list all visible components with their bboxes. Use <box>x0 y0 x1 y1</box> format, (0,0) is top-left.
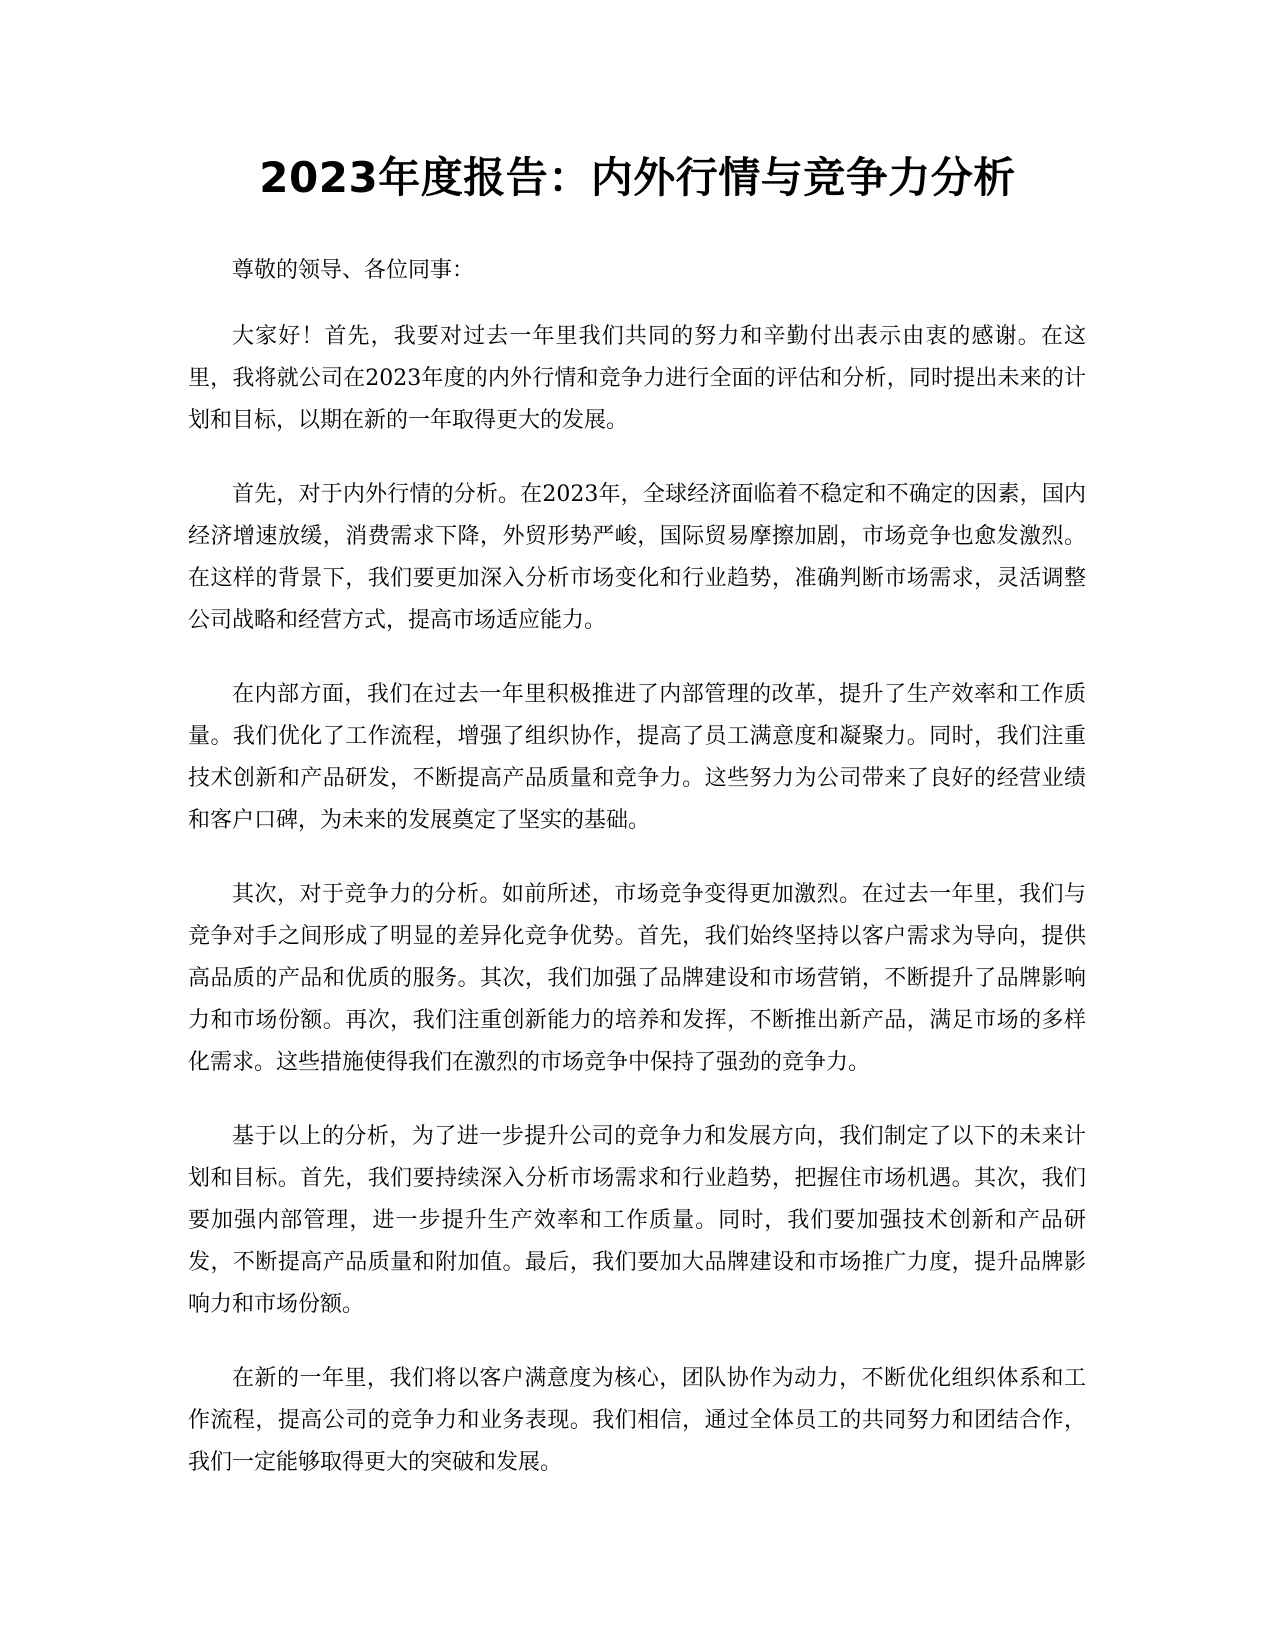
paragraph-competitiveness: 其次，对于竞争力的分析。如前所述，市场竞争变得更加激烈。在过去一年里，我们与竞争对手之间形成了明显的差异化竞争优势。首先，我们始终坚持以客户需求为导向，提供高品质的产品和优质的服务。其次，我们加强了品牌建设和市场营销，不断提升了品牌影响力和市场份额。再次，我们注重创新能力的培养和发挥，不断推出新产品，满足市场的多样化需求。这些措施使得我们在激烈的市场竞争中保持了强劲的竞争力。 <box>188 882 1086 1075</box>
paragraph-internal-management: 在内部方面，我们在过去一年里积极推进了内部管理的改革，提升了生产效率和工作质量。我们优化了工作流程，增强了组织协作，提高了员工满意度和凝聚力。同时，我们注重技术创新和产品研发，不断提高产品质量和竞争力。这些努力为公司带来了良好的经营业绩和客户口碑，为未来的发展奠定了坚实的基础。 <box>188 682 1086 833</box>
paragraph-opening: 大家好！首先，我要对过去一年里我们共同的努力和辛勤付出表示由衷的感谢。在这里，我将就公司在2023年度的内外行情和竞争力进行全面的评估和分析，同时提出未来的计划和目标，以期在新的一年取得更大的发展。 <box>188 324 1086 433</box>
salutation: 尊敬的领导、各位同事： <box>232 258 475 283</box>
paragraph-closing: 在新的一年里，我们将以客户满意度为核心，团队协作为动力，不断优化组织体系和工作流程，提高公司的竞争力和业务表现。我们相信，通过全体员工的共同努力和团结合作，我们一定能够取得更大的突破和发展。 <box>188 1366 1086 1475</box>
document-title: 2023年度报告：内外行情与竞争力分析 <box>259 153 1016 202</box>
paragraph-future-plans: 基于以上的分析，为了进一步提升公司的竞争力和发展方向，我们制定了以下的未来计划和目标。首先，我们要持续深入分析市场需求和行业趋势，把握住市场机遇。其次，我们要加强内部管理，进一步提升生产效率和工作质量。同时，我们要加强技术创新和产品研发，不断提高产品质量和附加值。最后，我们要加大品牌建设和市场推广力度，提升品牌影响力和市场份额。 <box>188 1124 1086 1317</box>
paragraph-market-analysis: 首先，对于内外行情的分析。在2023年，全球经济面临着不稳定和不确定的因素，国内经济增速放缓，消费需求下降，外贸形势严峻，国际贸易摩擦加剧，市场竞争也愈发激烈。在这样的背景下，我们要更加深入分析市场变化和行业趋势，准确判断市场需求，灵活调整公司战略和经营方式，提高市场适应能力。 <box>188 482 1086 633</box>
document-body <box>188 250 1086 1516</box>
